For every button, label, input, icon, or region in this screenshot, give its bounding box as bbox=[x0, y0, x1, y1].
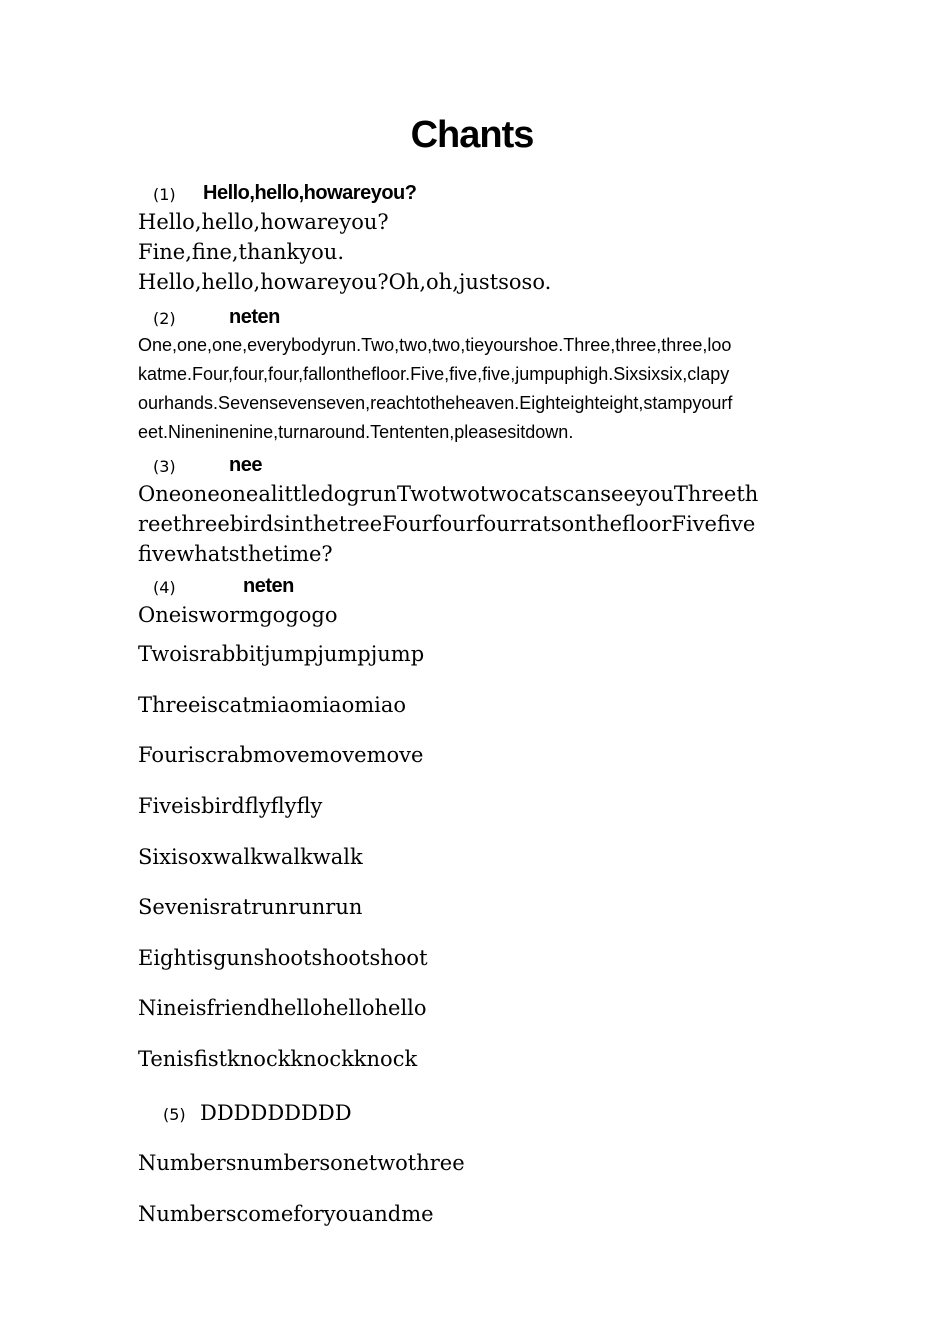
section-4-line: Nineisfriendhellohellohello bbox=[138, 996, 427, 1020]
section-2-line: ourhands.Sevensevenseven,reachtotheheaven.Eighteighteight,stampyourf bbox=[138, 393, 733, 413]
section-2-number: (2) bbox=[153, 309, 176, 328]
section-4-line: Tenisfistknockknockknock bbox=[138, 1047, 418, 1071]
section-1-number: (1) bbox=[153, 185, 176, 204]
section-4-line: Threeiscatmiaomiaomiao bbox=[138, 693, 407, 717]
section-3-paragraph bbox=[138, 479, 810, 569]
section-4-line: Twoisrabbitjumpjumpjump bbox=[138, 642, 425, 666]
section-5-number: (5) bbox=[163, 1105, 186, 1124]
section-4-line: Eightisgunshootshootshoot bbox=[138, 946, 428, 970]
section-1-line: Fine,fine,thankyou. bbox=[138, 240, 344, 264]
section-2-paragraph bbox=[138, 331, 810, 447]
section-3-line: reethreebirdsinthetreeFourfourfourratsonthefloorFivefive bbox=[138, 512, 756, 536]
section-2-title: neten bbox=[229, 306, 280, 328]
section-1-line: Hello,hello,howareyou? bbox=[138, 210, 389, 234]
section-4-line: Fouriscrabmovemovemove bbox=[138, 743, 424, 767]
section-4-title: neten bbox=[243, 575, 294, 597]
section-4-line: Sixisoxwalkwalkwalk bbox=[138, 845, 363, 869]
section-3-line: OneoneonealittledogrunTwotwotwocatscanseeyouThreeth bbox=[138, 482, 759, 506]
section-1-line: Hello,hello,howareyou?Oh,oh,justsoso. bbox=[138, 270, 552, 294]
section-2-line: One,one,one,everybodyrun.Two,two,two,tieyourshoe.Three,three,three,loo bbox=[138, 335, 732, 355]
section-5-line: Numbersnumbersonetwothree bbox=[138, 1151, 465, 1175]
section-4-line: Sevenisratrunrunrun bbox=[138, 895, 363, 919]
section-4-line: Oneiswormgogogo bbox=[138, 603, 338, 627]
section-2-line: katme.Four,four,four,fallonthefloor.Five,five,five,jumpuphigh.Sixsixsix,clapy bbox=[138, 364, 730, 384]
section-5-title: DDDDDDDDD bbox=[200, 1101, 352, 1125]
section-2-line: eet.Nineninenine,turnaround.Tententen,pleasesitdown. bbox=[138, 422, 574, 442]
section-4-line: Fiveisbirdflyflyfly bbox=[138, 794, 323, 818]
section-3-line: fivewhatsthetime? bbox=[138, 542, 333, 566]
section-5-line: Numberscomeforyouandme bbox=[138, 1202, 434, 1226]
section-1-title: Hello,hello,howareyou? bbox=[203, 182, 417, 204]
section-3-number: (3) bbox=[153, 457, 176, 476]
section-3-title: nee bbox=[229, 454, 262, 476]
section-4-number: (4) bbox=[153, 578, 176, 597]
page-title: Chants bbox=[410, 114, 534, 156]
